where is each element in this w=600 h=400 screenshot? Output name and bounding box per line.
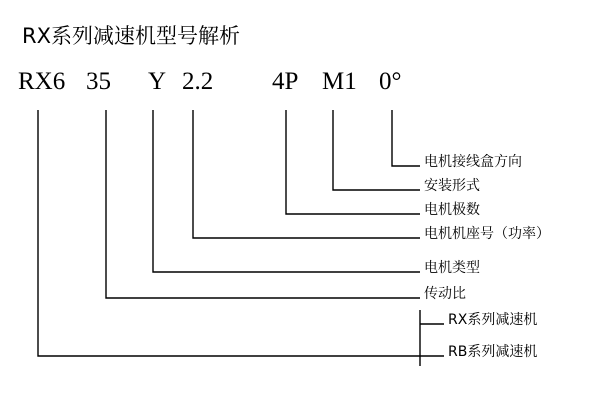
callout-mounting-form: 安装形式	[424, 178, 480, 194]
callout-motor-frame-size-power: 电机机座号（功率）	[424, 226, 550, 242]
code-token: Y	[148, 68, 167, 95]
leader-line	[286, 110, 420, 214]
callout-transmission-ratio: 传动比	[424, 286, 466, 302]
leader-line	[392, 110, 420, 166]
callout-rb-series-reducer: RB系列减速机	[448, 344, 538, 360]
leader-line	[38, 110, 420, 356]
callout-motor-poles: 电机极数	[424, 202, 480, 218]
callout-motor-junction-box-direction: 电机接线盒方向	[424, 154, 522, 170]
leader-line	[333, 110, 420, 190]
code-token: 0°	[379, 68, 402, 95]
code-token: M1	[322, 68, 357, 95]
code-token: 35	[86, 68, 111, 95]
callout-rx-series-reducer: RX系列减速机	[448, 312, 538, 328]
code-token: RX6	[18, 68, 66, 95]
code-token: 2.2	[182, 68, 214, 95]
callout-motor-type: 电机类型	[424, 260, 480, 276]
page-title: RX系列减速机型号解析	[22, 24, 240, 48]
code-token: 4P	[272, 68, 299, 95]
leader-line	[193, 110, 420, 238]
